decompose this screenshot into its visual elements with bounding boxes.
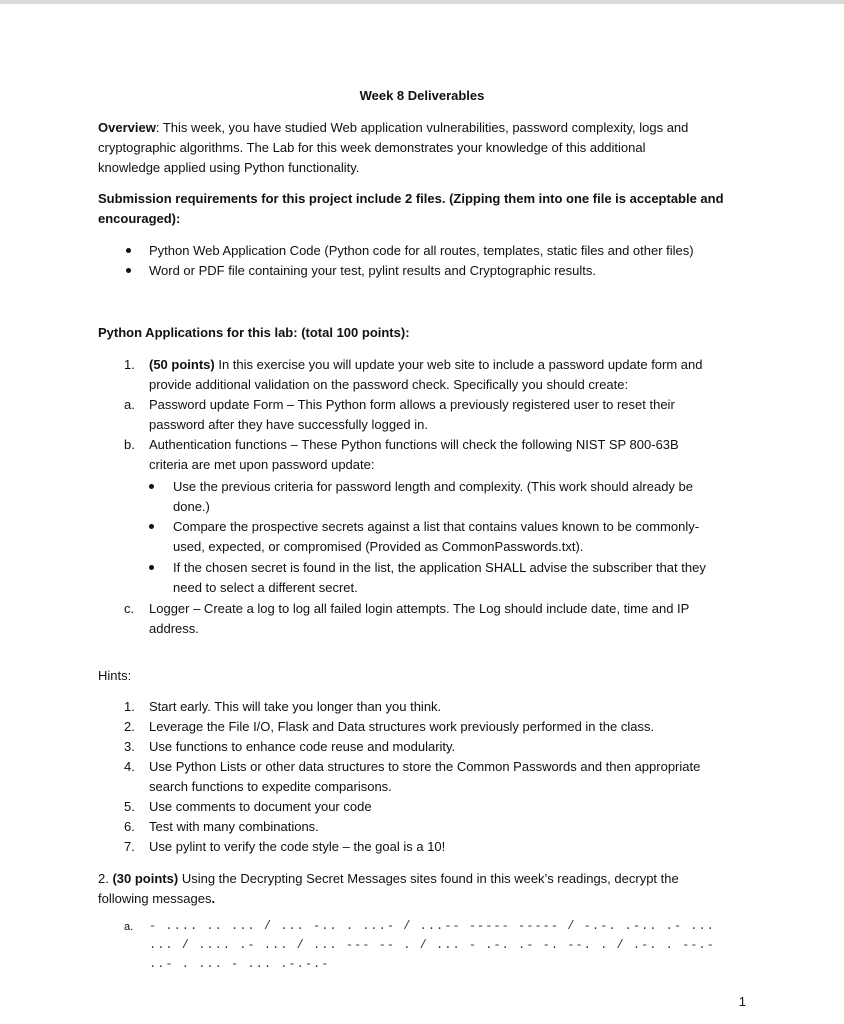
bullet-icon (126, 248, 131, 253)
hint-number: 1. (124, 699, 135, 714)
bullet-icon (149, 524, 154, 529)
item-a-line-2: password after they have successfully logged in. (149, 417, 428, 432)
criteria-3-line-2: need to select a different secret. (173, 580, 358, 595)
hint-4-line-1: Use Python Lists or other data structures to store the Common Passwords and then appropriate (149, 759, 701, 774)
bullet-icon (149, 484, 154, 489)
item-b-line-2: criteria are met upon password update: (149, 457, 375, 472)
submission-line-1: Submission requirements for this project include 2 files. (Zipping them into one file is acceptable and (98, 191, 724, 206)
criteria-1-line-2: done.) (173, 499, 210, 514)
hint-number: 6. (124, 819, 135, 834)
item-2-line-1: 2. (30 points) Using the Decrypting Secret Messages sites found in this week’s readings, decrypt the (98, 871, 679, 886)
morse-line-3: ..- . ... - ... .-.-.- (149, 957, 330, 971)
hint-5: Use comments to document your code (149, 799, 372, 814)
item-2-line-2: following messages. (98, 891, 216, 906)
morse-line-1: - .... .. ... / ... -.. . ...- / ...-- ----- ----- / -.-. .-.. .- ... (149, 919, 715, 933)
overview-line-1: Overview: This week, you have studied Web application vulnerabilities, password complexity, logs and (98, 120, 689, 135)
hint-number: 7. (124, 839, 135, 854)
submission-line-2: encouraged): (98, 211, 181, 226)
hint-3: Use functions to enhance code reuse and modularity. (149, 739, 456, 754)
hint-7: Use pylint to verify the code style – the goal is a 10! (149, 839, 446, 854)
python-apps-heading: Python Applications for this lab: (total 100 points): (98, 325, 410, 340)
criteria-1-line-1: Use the previous criteria for password length and complexity. (This work should already be (173, 479, 693, 494)
page-number: 1 (738, 994, 746, 1009)
criteria-2-line-2: used, expected, or compromised (Provided as CommonPasswords.txt). (173, 539, 584, 554)
hint-6: Test with many combinations. (149, 819, 319, 834)
morse-marker: a. (124, 921, 134, 933)
criteria-2-line-1: Compare the prospective secrets against a list that contains values known to be commonly- (173, 519, 700, 534)
page-title: Week 8 Deliverables (359, 88, 485, 103)
item-a-marker: a. (124, 397, 135, 412)
hint-number: 5. (124, 799, 135, 814)
hint-4-line-2: search functions to expedite comparisons. (149, 779, 392, 794)
overview-label: Overview (98, 120, 156, 135)
item-1-line-2: provide additional validation on the password check. Specifically you should create: (149, 377, 629, 392)
bullet-icon (149, 565, 154, 570)
item-b-line-1: Authentication functions – These Python functions will check the following NIST SP 800-63B (149, 437, 679, 452)
overview-line-3: knowledge applied using Python functionality. (98, 160, 360, 175)
item-c-line-2: address. (149, 621, 199, 636)
submission-item-1: Python Web Application Code (Python code for all routes, templates, static files and other files) (149, 243, 694, 258)
hint-number: 3. (124, 739, 135, 754)
item-c-line-1: Logger – Create a log to log all failed login attempts. The Log should include date, time and IP (149, 601, 690, 616)
item-1-points: (50 points) (149, 357, 215, 372)
item-a-line-1: Password update Form – This Python form allows a previously registered user to reset their (149, 397, 675, 412)
item-c-marker: c. (124, 601, 135, 616)
item-1-line-1: (50 points) In this exercise you will update your web site to include a password update form and (149, 357, 703, 372)
hint-number: 2. (124, 719, 135, 734)
hint-number: 4. (124, 759, 135, 774)
bullet-icon (126, 268, 131, 273)
overview-line-2: cryptographic algorithms. The Lab for this week demonstrates your knowledge of this additional (98, 140, 646, 155)
item-b-marker: b. (124, 437, 135, 452)
item-2-points: (30 points) (112, 871, 179, 886)
item-1-number: 1. (124, 357, 135, 372)
morse-line-2: ... / .... .- ... / ... --- -- . / ... - .-. .- -. --. . / .-. . --.- (149, 938, 715, 952)
hint-2: Leverage the File I/O, Flask and Data structures work previously performed in the class. (149, 719, 655, 734)
submission-item-2: Word or PDF file containing your test, pylint results and Cryptographic results. (149, 263, 597, 278)
hint-1: Start early. This will take you longer than you think. (149, 699, 442, 714)
criteria-3-line-1: If the chosen secret is found in the list, the application SHALL advise the subscriber that they (173, 560, 706, 575)
hints-heading: Hints: (98, 668, 132, 683)
